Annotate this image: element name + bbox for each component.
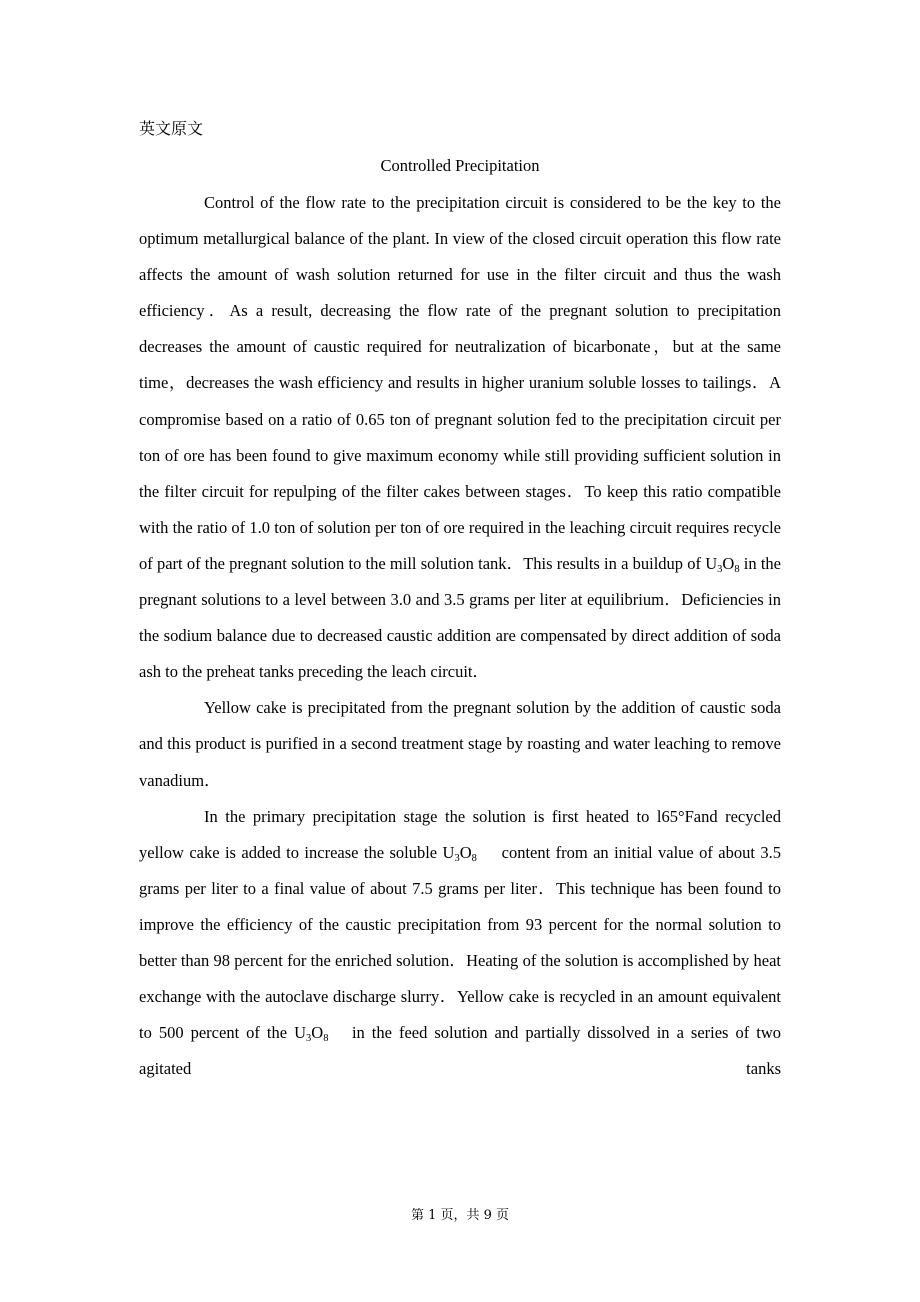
text-run: O (722, 553, 735, 573)
text-run: in the pregnant solutions to a level between 3.0 and 3.5 grams per liter at equilibrium．Deficiencies in the sodium balance due to decreased caustic addition are compensated by direct addition of soda ash to the preheat tanks preceding the leach circuit． (139, 553, 781, 682)
paragraph (139, 799, 781, 1088)
text-run: in the feed solution and partially dissolved in a series of two agitated tanks (139, 1023, 781, 1079)
text-run: Yellow cake is precipitated from the pregnant solution by the addition of caustic soda and this product is purified in a second treatment stage by roasting and water leaching to remove vanadium． (139, 698, 781, 790)
paragraph (139, 690, 781, 798)
section-label: 英文原文 (139, 119, 204, 138)
subscript: 3 (454, 852, 460, 864)
text-run: Control of the flow rate to the precipitation circuit is considered to be the key to the optimum metallurgical balance of the plant. In view of the closed circuit operation this flow rate affects the amount of wash solution returned for use in the filter circuit and thus the wash efficiency．As a result, decreasing the flow rate of the pregnant solution to precipitation decreases the amount of caustic required for neutralization of bicarbonate，but at the same time，decreases the wash efficiency and results in higher uranium soluble losses to tailings．A compromise based on a ratio of 0.65 ton of pregnant solution fed to the precipitation circuit per ton of ore has been found to give maximum economy while still providing sufficient solution in the filter circuit for repulping of the filter cakes between stages．To keep this ratio compatible with the ratio of 1.0 ton of solution per ton of ore required in the leaching circuit requires recycle of part of the pregnant solution to the mill solution tank．This results in a buildup of U (139, 193, 781, 573)
page-footer: 第 1 页，共 9 页 (410, 1208, 510, 1223)
subscript: 8 (323, 1033, 329, 1045)
text-run: In the primary precipitation stage the solution is first heated to l65°Fand recycled yellow cake is added to increase the soluble U (139, 806, 781, 862)
text-run: O (459, 842, 472, 862)
paragraph (139, 185, 781, 690)
subscript: 8 (734, 563, 740, 575)
text-run: content from an initial value of about 3.5 grams per liter to a final value of about 7.5 grams per liter．This technique has been found to improve the efficiency of the caustic precipitation from 93 percent for the normal solution to better than 98 percent for the enriched solution．Heating of the solution is accomplished by heat exchange with the autoclave discharge slurry．Yellow cake is recycled in an amount equivalent to 500 percent of the U (139, 842, 782, 1043)
subscript: 3 (717, 563, 723, 575)
document-title: Controlled Precipitation (380, 156, 540, 175)
subscript: 3 (306, 1033, 312, 1045)
text-run: O (311, 1023, 324, 1043)
subscript: 8 (471, 852, 477, 864)
document-body (139, 185, 781, 1087)
